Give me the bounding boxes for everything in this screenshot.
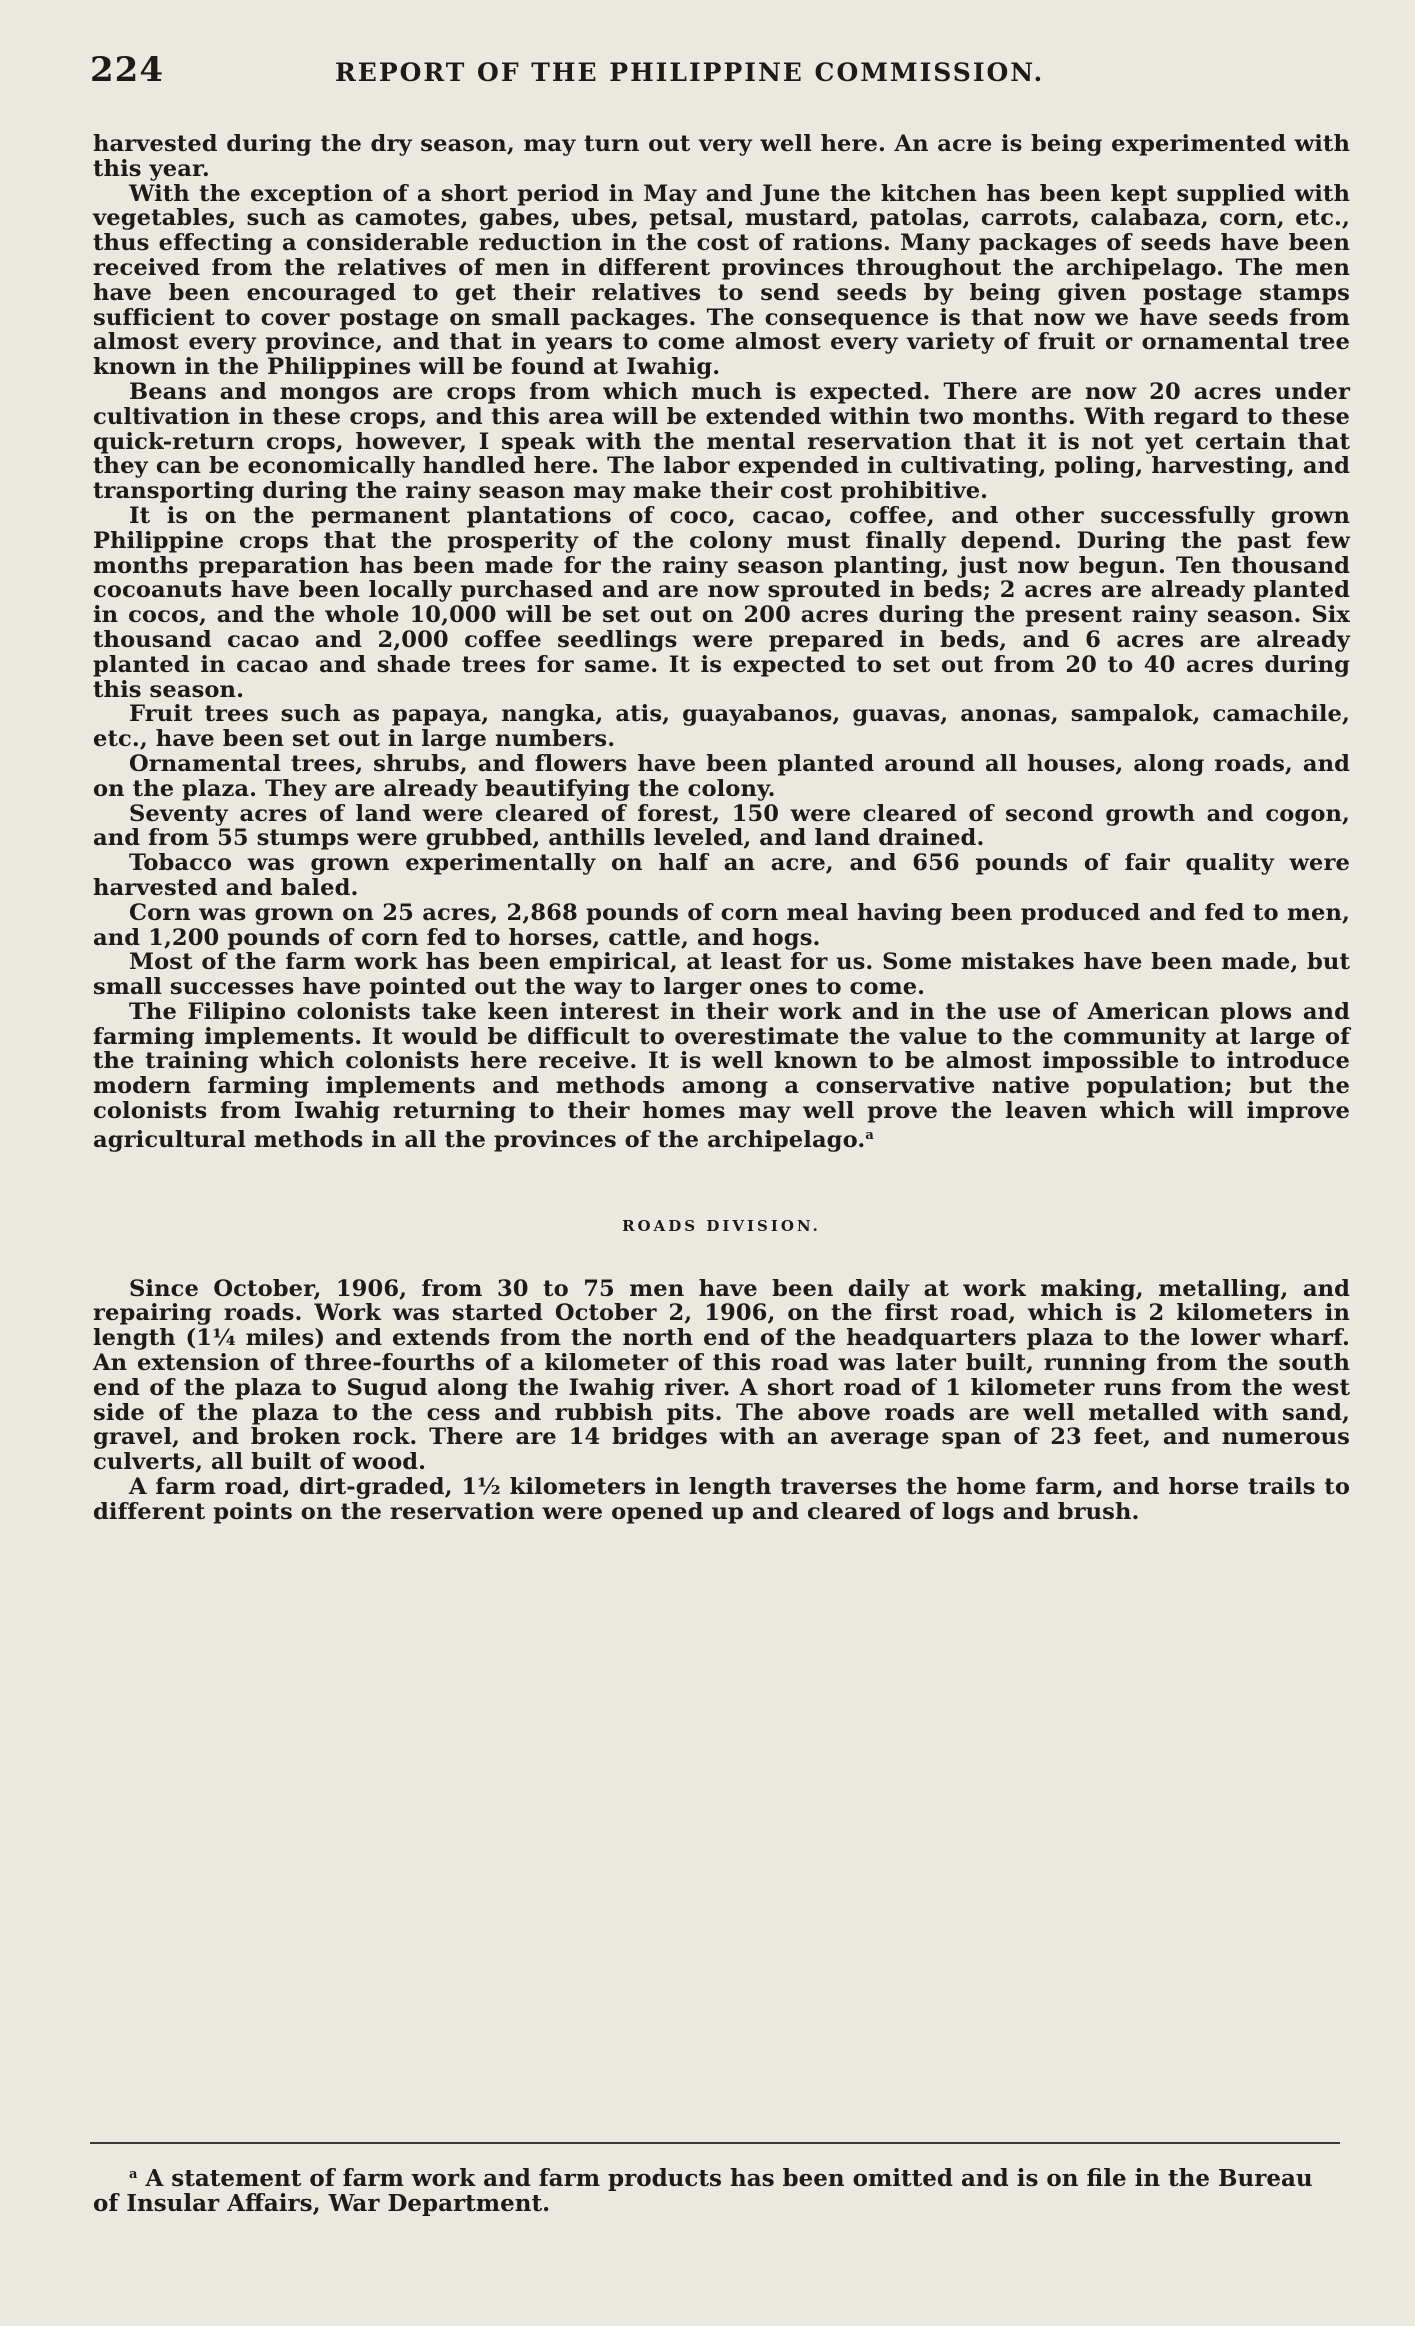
footnote-marker: a (129, 2167, 138, 2182)
paragraph-vegetables: With the exception of a short period in May and June the kitchen has been kept supplied with vegetables, such as camotes, gabes, ubes, petsal, mustard, patolas, carrots, calabaza, corn, etc., thus effecting a considerable reduction in the cost of rations. Many packages of seeds have been received from the relatives of men in different provinces throughout the archipelago. The men have been encouraged to get their relatives to send seeds by being given postage stamps sufficient to cover postage on small packages. The consequence is that now we have seeds from almost every province, and that in years to come almost every variety of fruit or ornamental tree known in the Philippines will be found at Iwahig. (93, 180, 1350, 381)
paragraph-permanent-plantations: It is on the permanent plantations of coco, cacao, coffee, and other successfully grown Philippine crops that the prosperity of the colony must finally depend. During the past few months preparation has been made for the rainy season planting, just now begun. Ten thousand cocoanuts have been locally purchased and are now sprouted in beds; 2 acres are already planted in cocos, and the whole 10,000 will be set out on 200 acres during the present rainy season. Six thousand cacao and 2,000 coffee seedlings were prepared in beds, and 6 acres are already planted in cacao and shade trees for same. It is expected to set out from 20 to 40 acres during this season. (93, 502, 1350, 703)
paragraph-fruit-trees: Fruit trees such as papaya, nangka, atis, guayabanos, guavas, anonas, sampalok, camachile, etc., have been set out in large numbers. (93, 701, 1350, 753)
paragraph-farm-road: A farm road, dirt-graded, 1½ kilometers in length traverses the home farm, and horse trails to different points on the reservation were opened up and cleared of logs and brush. (93, 1474, 1350, 1525)
paragraph-corn: Corn was grown on 25 acres, 2,868 pounds of corn meal having been produced and fed to men, and 1,200 pounds of corn fed to horses, cattle, and hogs. (93, 899, 1350, 951)
section-heading-roads-division: ROADS DIVISION. (622, 1216, 821, 1235)
paragraph-farm-work: Most of the farm work has been empirical, at least for us. Some mistakes have been made, but small successes have pointed out the way to larger ones to come. (93, 949, 1350, 1001)
footnote-text: A statement of farm work and farm products has been omitted and is on file in the Bureau of Insular Affairs, War Department. (93, 2165, 1313, 2217)
paragraph-filipino-colonists-text: The Filipino colonists take keen interest in their work and in the use of American plows and farming implements. It would be difficult to overestimate the value to the community at large of the training which colonists here receive. It is well known to be almost impossible to introduce modern farming implements and methods among a conservative native population; but the colonists from Iwahig returning to their homes may well prove the leaven which will improve agricultural methods in all the provinces of the archipelago. (93, 998, 1350, 1153)
body-text (93, 132, 1350, 1525)
running-head: REPORT OF THE PHILIPPINE COMMISSION. (335, 58, 1045, 87)
paragraph-tobacco: Tobacco was grown experimentally on half an acre, and 656 pounds of fair quality were harvested and baled. (93, 850, 1350, 901)
paragraph-roads-work: Since October, 1906, from 30 to 75 men have been daily at work making, metalling, and repairing roads. Work was started October 2, 1906, on the first road, which is 2 kilometers in length (1¼ miles) and extends from the north end of the headquarters plaza to the lower wharf. An extension of three-fourths of a kilometer of this road was later built, running from the south end of the plaza to Sugud along the Iwahig river. A short road of 1 kilometer runs from the west side of the plaza to the cess and rubbish pits. The above roads are well metalled with sand, gravel, and broken rock. There are 14 bridges with an average span of 23 feet, and numerous culverts, all built of wood. (93, 1275, 1350, 1476)
footnote (93, 2162, 1343, 2216)
footnote-divider (90, 2142, 1340, 2144)
paragraph-filipino-colonists (93, 1000, 1350, 1153)
footnote-reference: a (865, 1127, 874, 1143)
paragraph-beans-mongos: Beans and mongos are crops from which much is expected. There are now 20 acres under cultivation in these crops, and this area will be extended within two months. With regard to these quick-return crops, however, I speak with the mental reservation that it is not yet certain that they can be economically handled here. The labor expended in cultivating, poling, harvesting, and transporting during the rainy season may make their cost prohibitive. (93, 378, 1350, 505)
page-header (90, 50, 1330, 94)
page-number: 224 (90, 50, 164, 90)
paragraph-land-cleared: Seventy acres of land were cleared of forest, 150 were cleared of second growth and cogon, and from 55 stumps were grubbed, anthills leveled, and land drained. (93, 800, 1350, 852)
paragraph-harvest-continuation: harvested during the dry season, may turn out very well here. An acre is being experimented with this year. (93, 131, 1350, 182)
paragraph-ornamental-trees: Ornamental trees, shrubs, and flowers have been planted around all houses, along roads, and on the plaza. They are already beautifying the colony. (93, 750, 1350, 802)
